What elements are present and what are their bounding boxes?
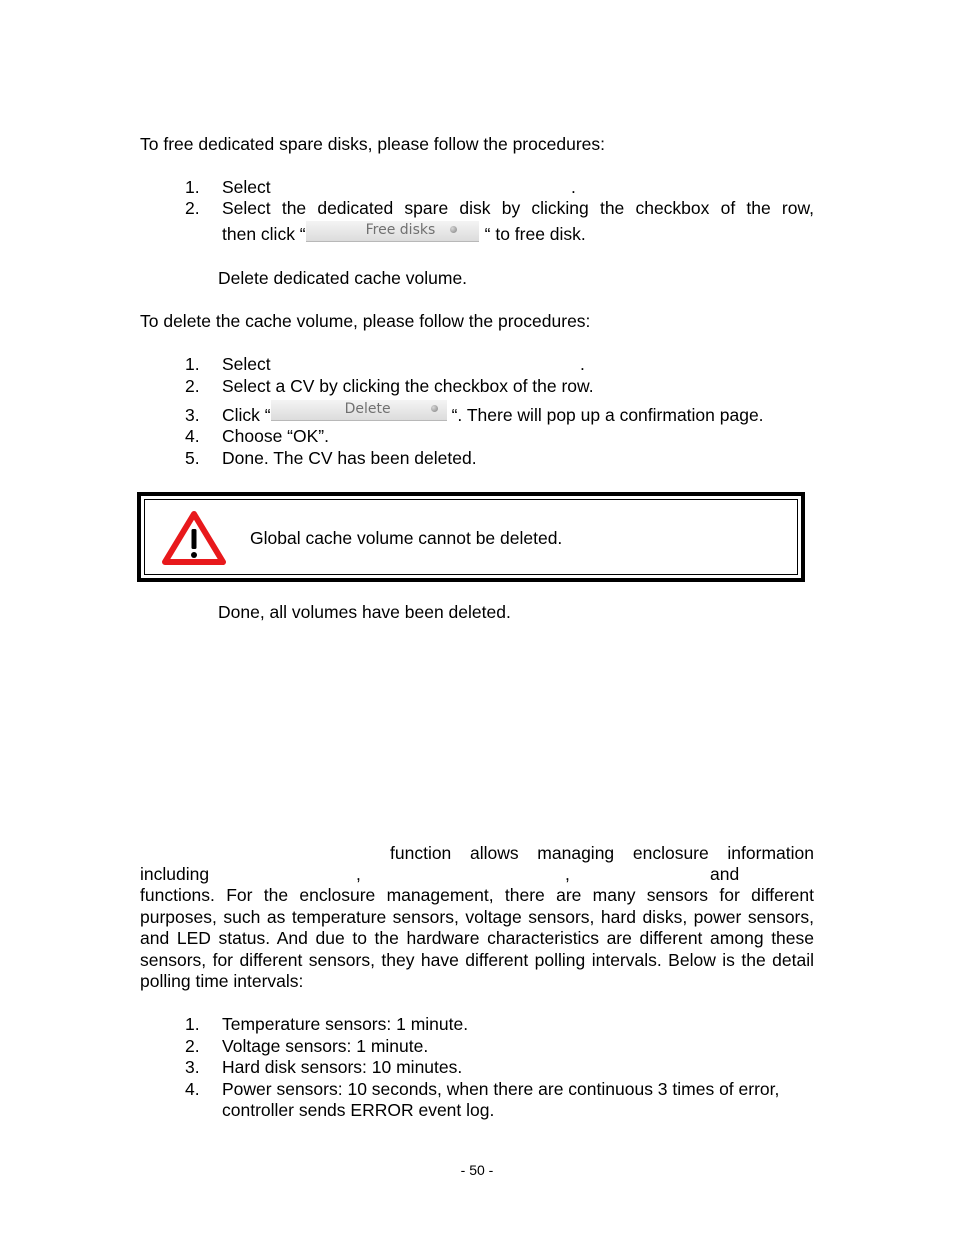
step-number: 3.: [185, 405, 200, 425]
list-item: Hard disk sensors: 10 minutes.: [222, 1057, 463, 1077]
list-item: Power sensors: 10 seconds, when there are continuous 3 times of error,: [222, 1079, 780, 1099]
step-text: Select a CV by clicking the checkbox of the row.: [222, 376, 594, 396]
step-text: Choose “OK”.: [222, 426, 329, 446]
step-text-post: “. There will pop up a confirmation page.: [451, 405, 764, 425]
step-period: .: [571, 177, 576, 197]
step-text-post: “ to free disk.: [484, 224, 586, 244]
list-number: 3.: [185, 1057, 200, 1077]
enclosure-line2-comma: ,: [356, 864, 361, 884]
step-text-line2: [222, 224, 586, 245]
button-indicator-icon: [450, 226, 457, 233]
list-item: Voltage sensors: 1 minute.: [222, 1036, 429, 1056]
step-text: Select: [222, 354, 271, 374]
step-number: 5.: [185, 448, 200, 468]
warning-text: Global cache volume cannot be deleted.: [250, 528, 563, 548]
free-disks-button-label: Free disks: [365, 222, 436, 238]
done-text: Done, all volumes have been deleted.: [218, 602, 511, 622]
section-heading: Delete dedicated cache volume.: [218, 268, 468, 288]
list-number: 4.: [185, 1079, 200, 1099]
step-number: 1.: [185, 354, 200, 374]
page-number: - 50 -: [460, 1162, 494, 1178]
step-number: 4.: [185, 426, 200, 446]
step-text: Select: [222, 177, 271, 197]
free-disks-button: [306, 221, 479, 242]
list-item-line2: controller sends ERROR event log.: [222, 1100, 495, 1120]
warning-triangle-icon: [161, 510, 227, 566]
delete-cv-intro: To delete the cache volume, please follow the procedures:: [140, 311, 591, 331]
warning-box: [137, 492, 805, 582]
step-text: Done. The CV has been deleted.: [222, 448, 477, 468]
step-text-pre: then click “: [222, 224, 306, 244]
step-text-pre: Click “: [222, 405, 271, 425]
enclosure-paragraph: functions. For the enclosure management, there are many sensors for different purposes, such as temperature sensors, voltage sensors, hard disks, power sensors, and LED status. And due to the hardware characteristics are different among these sensors, for different sensors, they have different polling intervals. Below is the detail polling time intervals:: [140, 885, 814, 992]
list-number: 1.: [185, 1014, 200, 1034]
step-number: 1.: [185, 177, 200, 197]
step-number: 2.: [185, 198, 200, 218]
list-item: Temperature sensors: 1 minute.: [222, 1014, 469, 1034]
step-text: Select the dedicated spare disk by clicking the checkbox of the row,: [222, 198, 814, 218]
enclosure-line2-comma: ,: [565, 864, 570, 884]
delete-button-label: Delete: [344, 401, 391, 417]
enclosure-line2-start: including: [140, 864, 210, 884]
list-number: 2.: [185, 1036, 200, 1056]
step-period: .: [580, 354, 585, 374]
delete-button: [271, 400, 447, 421]
free-spare-intro: To free dedicated spare disks, please follow the procedures:: [140, 134, 605, 154]
step-text-line: [222, 401, 764, 426]
step-number: 2.: [185, 376, 200, 396]
enclosure-line2-and: and: [710, 864, 740, 884]
button-indicator-icon: [431, 405, 438, 412]
enclosure-line1: function allows managing enclosure information: [390, 843, 814, 863]
